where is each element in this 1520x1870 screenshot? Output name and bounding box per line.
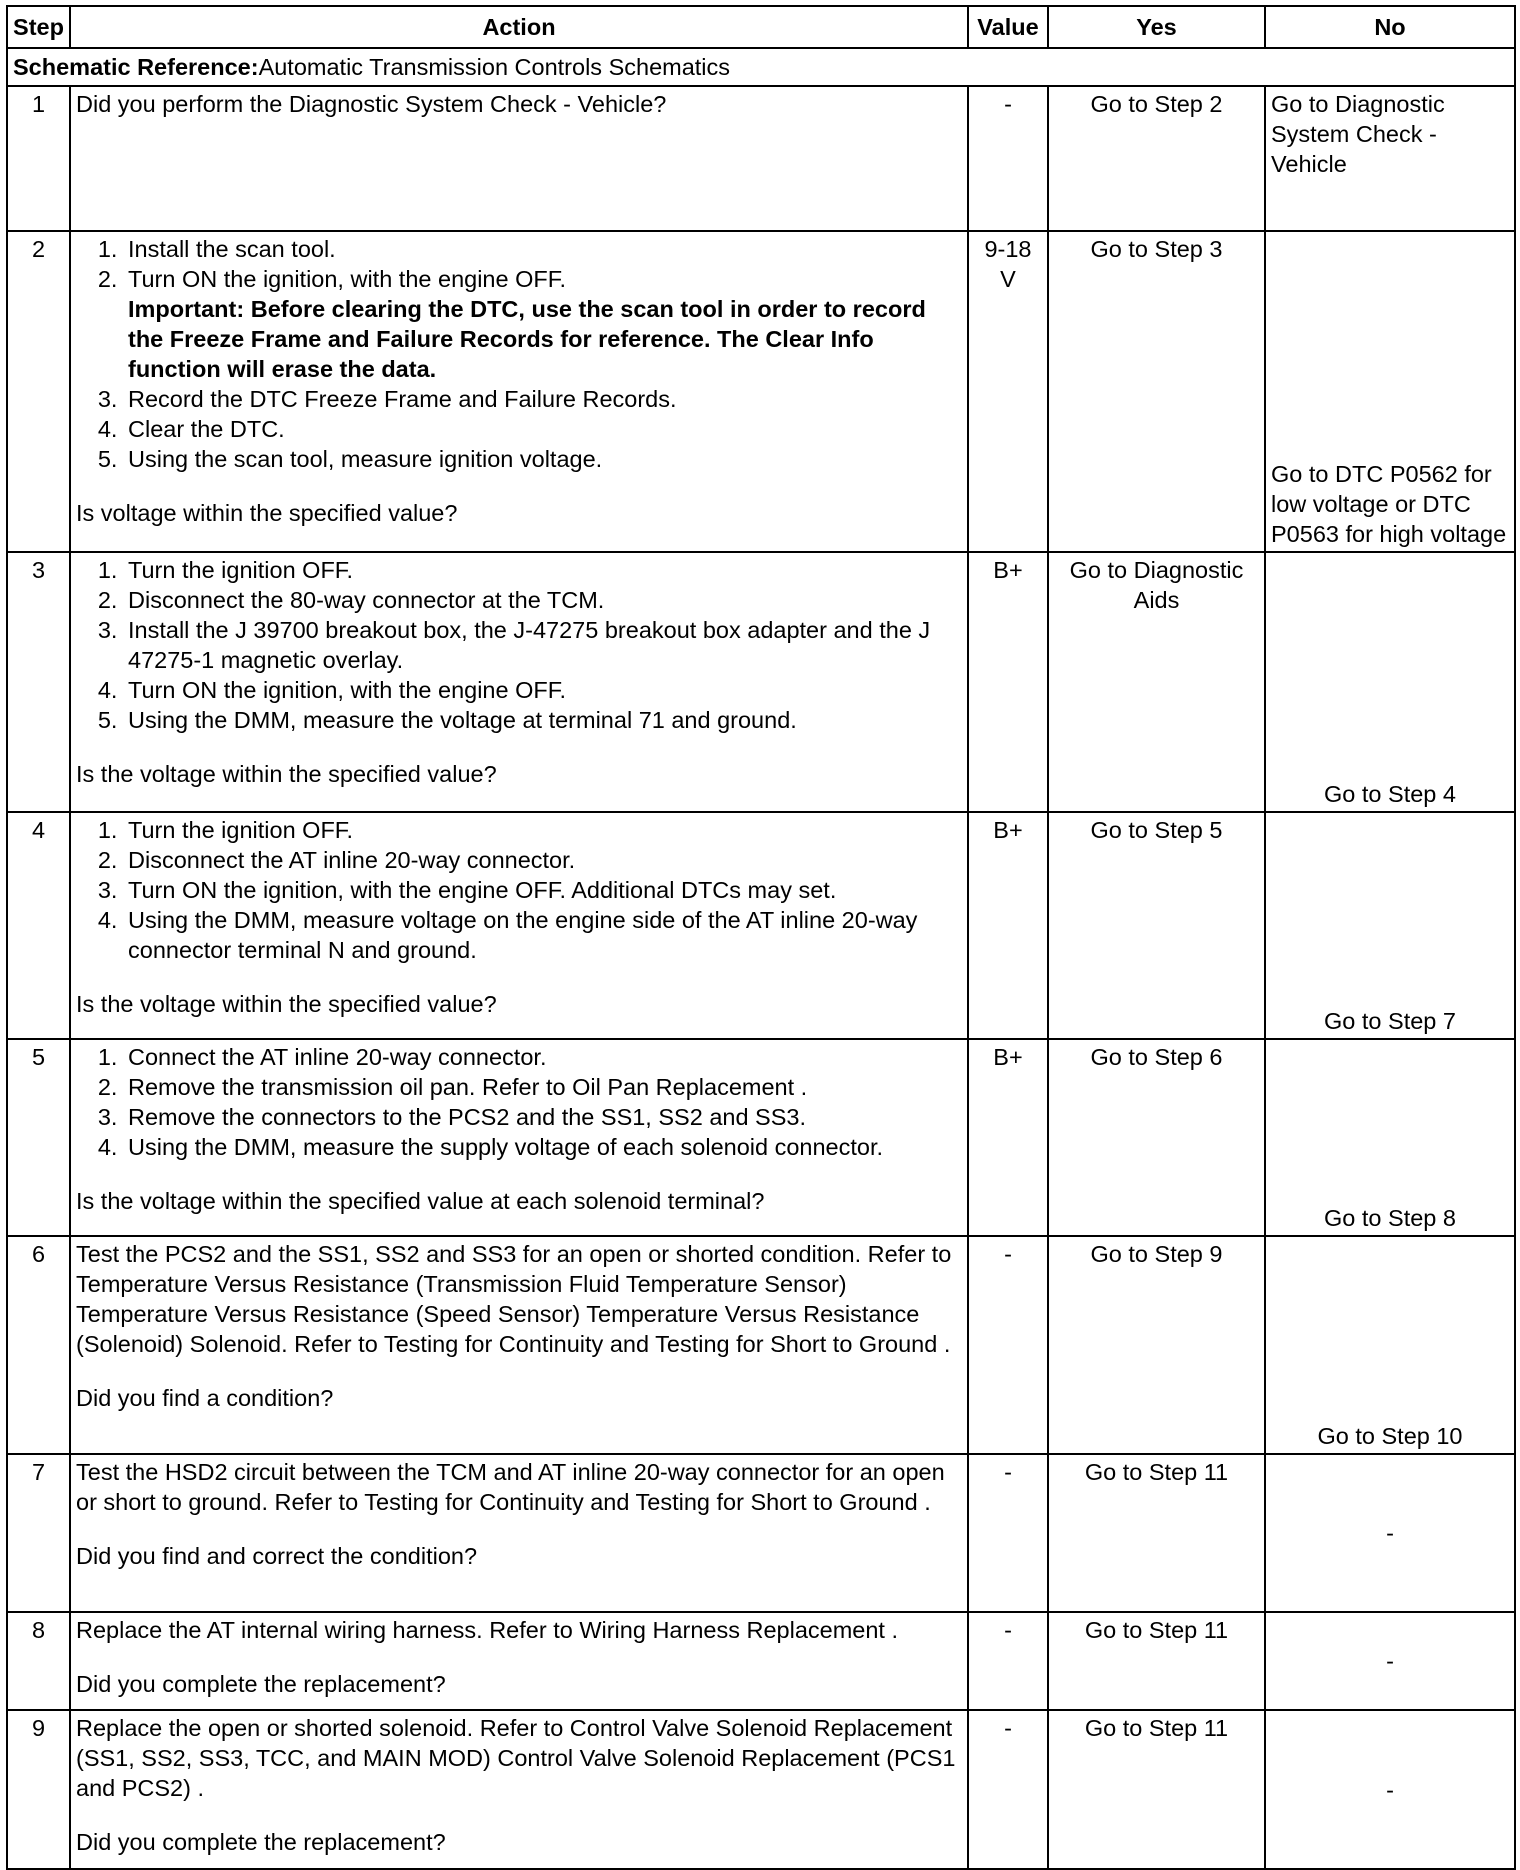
value-cell: 9-18 V bbox=[968, 231, 1048, 552]
no-link[interactable]: Go to DTC P0562 for low voltage or DTC P0563 for high voltage bbox=[1265, 231, 1515, 552]
step-number: 4 bbox=[7, 812, 70, 1039]
no-link: - bbox=[1265, 1612, 1515, 1710]
no-link: - bbox=[1265, 1454, 1515, 1612]
question: Is voltage within the specified value? bbox=[76, 500, 458, 526]
question: Did you complete the replacement? bbox=[76, 1671, 446, 1697]
value-cell: - bbox=[968, 86, 1048, 231]
action-step: 2. Disconnect the AT inline 20-way connector. bbox=[124, 845, 962, 875]
value-cell: B+ bbox=[968, 1039, 1048, 1236]
question: Is the voltage within the specified value? bbox=[76, 761, 497, 787]
yes-link[interactable]: Go to Step 5 bbox=[1048, 812, 1265, 1039]
action-step: 4. Using the DMM, measure the supply voltage of each solenoid connector. bbox=[124, 1132, 962, 1162]
table-row bbox=[7, 1039, 1515, 1236]
table-row bbox=[7, 1612, 1515, 1710]
yes-link[interactable]: Go to Step 3 bbox=[1048, 231, 1265, 552]
question: Is the voltage within the specified value? bbox=[76, 991, 497, 1017]
step-number: 8 bbox=[7, 1612, 70, 1710]
step-number: 3 bbox=[7, 552, 70, 812]
table-row bbox=[7, 231, 1515, 552]
question: Did you perform the Diagnostic System Check - Vehicle? bbox=[76, 91, 667, 117]
action-step: 2. Disconnect the 80-way connector at the TCM. bbox=[124, 585, 962, 615]
action-steps bbox=[76, 555, 962, 735]
action-steps bbox=[76, 815, 962, 965]
value-cell: B+ bbox=[968, 552, 1048, 812]
header-yes: Yes bbox=[1048, 6, 1265, 48]
action-steps bbox=[76, 1042, 962, 1162]
yes-link[interactable]: Go to Step 9 bbox=[1048, 1236, 1265, 1454]
no-link[interactable]: Go to Step 4 bbox=[1265, 552, 1515, 812]
table-row bbox=[7, 1236, 1515, 1454]
no-link[interactable]: Go to Step 7 bbox=[1265, 812, 1515, 1039]
action-step: 4. Turn ON the ignition, with the engine OFF. bbox=[124, 675, 962, 705]
table-row bbox=[7, 1710, 1515, 1869]
action-cell bbox=[70, 86, 968, 231]
yes-link[interactable]: Go to Step 11 bbox=[1048, 1710, 1265, 1869]
action-step: 4. Using the DMM, measure voltage on the engine side of the AT inline 20-way connector terminal N and ground. bbox=[124, 905, 962, 965]
question: Did you find a condition? bbox=[76, 1385, 334, 1411]
value-cell: - bbox=[968, 1454, 1048, 1612]
schematic-link[interactable]: Automatic Transmission Controls Schematics bbox=[258, 54, 731, 80]
action-cell bbox=[70, 1710, 968, 1869]
table-row bbox=[7, 1454, 1515, 1612]
step-number: 7 bbox=[7, 1454, 70, 1612]
header-step: Step bbox=[7, 6, 70, 48]
schematic-label: Schematic Reference: bbox=[13, 54, 259, 80]
no-link: - bbox=[1265, 1710, 1515, 1869]
header-value: Value bbox=[968, 6, 1048, 48]
action-step: 5. Using the DMM, measure the voltage at terminal 71 and ground. bbox=[124, 705, 962, 735]
action-cell bbox=[70, 812, 968, 1039]
action-step: 1. Connect the AT inline 20-way connector. bbox=[124, 1042, 962, 1072]
action-step: 1. Install the scan tool. bbox=[124, 234, 962, 264]
question: Did you complete the replacement? bbox=[76, 1829, 446, 1855]
step-number: 9 bbox=[7, 1710, 70, 1869]
question: Is the voltage within the specified value at each solenoid terminal? bbox=[76, 1188, 765, 1214]
yes-link[interactable]: Go to Diagnostic Aids bbox=[1048, 552, 1265, 812]
no-link[interactable]: Go to Step 10 bbox=[1265, 1236, 1515, 1454]
action-step: 3. Turn ON the ignition, with the engine OFF. Additional DTCs may set. bbox=[124, 875, 962, 905]
table-row bbox=[7, 812, 1515, 1039]
yes-link[interactable]: Go to Step 11 bbox=[1048, 1454, 1265, 1612]
action-step: 3. Remove the connectors to the PCS2 and the SS1, SS2 and SS3. bbox=[124, 1102, 962, 1132]
value-cell: - bbox=[968, 1612, 1048, 1710]
action-step: 1. Turn the ignition OFF. bbox=[124, 555, 962, 585]
no-link[interactable]: Go to Diagnostic System Check - Vehicle bbox=[1265, 86, 1515, 231]
step-number: 5 bbox=[7, 1039, 70, 1236]
action-step: 5. Using the scan tool, measure ignition voltage. bbox=[124, 444, 962, 474]
step-number: 1 bbox=[7, 86, 70, 231]
value-cell: B+ bbox=[968, 812, 1048, 1039]
action-step: 2. Turn ON the ignition, with the engine OFF. Important: Before clearing the DTC, use the scan tool in order to record the Freeze Frame and Failure Records for reference. The Clear Info function will erase the data. bbox=[124, 264, 962, 384]
action-step: 4. Clear the DTC. bbox=[124, 414, 962, 444]
value-cell: - bbox=[968, 1236, 1048, 1454]
action-text: Test the HSD2 circuit between the TCM and AT inline 20-way connector for an open or short to ground. Refer to Testing for Continuity and Testing for Short to Ground . bbox=[76, 1459, 945, 1515]
action-cell bbox=[70, 552, 968, 812]
table-row bbox=[7, 86, 1515, 231]
action-cell bbox=[70, 1612, 968, 1710]
action-cell bbox=[70, 231, 968, 552]
action-cell bbox=[70, 1039, 968, 1236]
action-step: 1. Turn the ignition OFF. bbox=[124, 815, 962, 845]
header-action: Action bbox=[70, 6, 968, 48]
action-step: 3. Record the DTC Freeze Frame and Failure Records. bbox=[124, 384, 962, 414]
yes-link[interactable]: Go to Step 2 bbox=[1048, 86, 1265, 231]
yes-link[interactable]: Go to Step 6 bbox=[1048, 1039, 1265, 1236]
schematic-reference-row bbox=[7, 48, 1515, 86]
step-number: 2 bbox=[7, 231, 70, 552]
action-cell bbox=[70, 1236, 968, 1454]
action-cell bbox=[70, 1454, 968, 1612]
question: Did you find and correct the condition? bbox=[76, 1543, 478, 1569]
yes-link[interactable]: Go to Step 11 bbox=[1048, 1612, 1265, 1710]
no-link[interactable]: Go to Step 8 bbox=[1265, 1039, 1515, 1236]
action-text: Replace the open or shorted solenoid. Refer to Control Valve Solenoid Replacement (SS1, SS2, SS3, TCC, and MAIN MOD) Control Valve Solenoid Replacement (PCS1 and PCS2) . bbox=[76, 1715, 956, 1801]
table-row bbox=[7, 552, 1515, 812]
step-number: 6 bbox=[7, 1236, 70, 1454]
action-steps bbox=[76, 234, 962, 474]
action-step: 3. Install the J 39700 breakout box, the J-47275 breakout box adapter and the J 47275-1 magnetic overlay. bbox=[124, 615, 962, 675]
action-text: Test the PCS2 and the SS1, SS2 and SS3 for an open or shorted condition. Refer to Temperature Versus Resistance (Transmission Fluid Temperature Sensor) Temperature Versus Resistance (Speed Sensor) Temperature Versus Resistance (Solenoid) Solenoid. Refer to Testing for Continuity and Testing for Short to Ground . bbox=[76, 1241, 952, 1357]
important-note: Important: Before clearing the DTC, use the scan tool in order to record the Freeze Frame and Failure Records for reference. The Clear Info function will erase the data. bbox=[128, 296, 926, 382]
header-row bbox=[7, 6, 1515, 48]
header-no: No bbox=[1265, 6, 1515, 48]
value-cell: - bbox=[968, 1710, 1048, 1869]
action-step: 2. Remove the transmission oil pan. Refer to Oil Pan Replacement . bbox=[124, 1072, 962, 1102]
action-text: Replace the AT internal wiring harness. Refer to Wiring Harness Replacement . bbox=[76, 1617, 899, 1643]
diagnostic-table bbox=[6, 5, 1516, 1870]
